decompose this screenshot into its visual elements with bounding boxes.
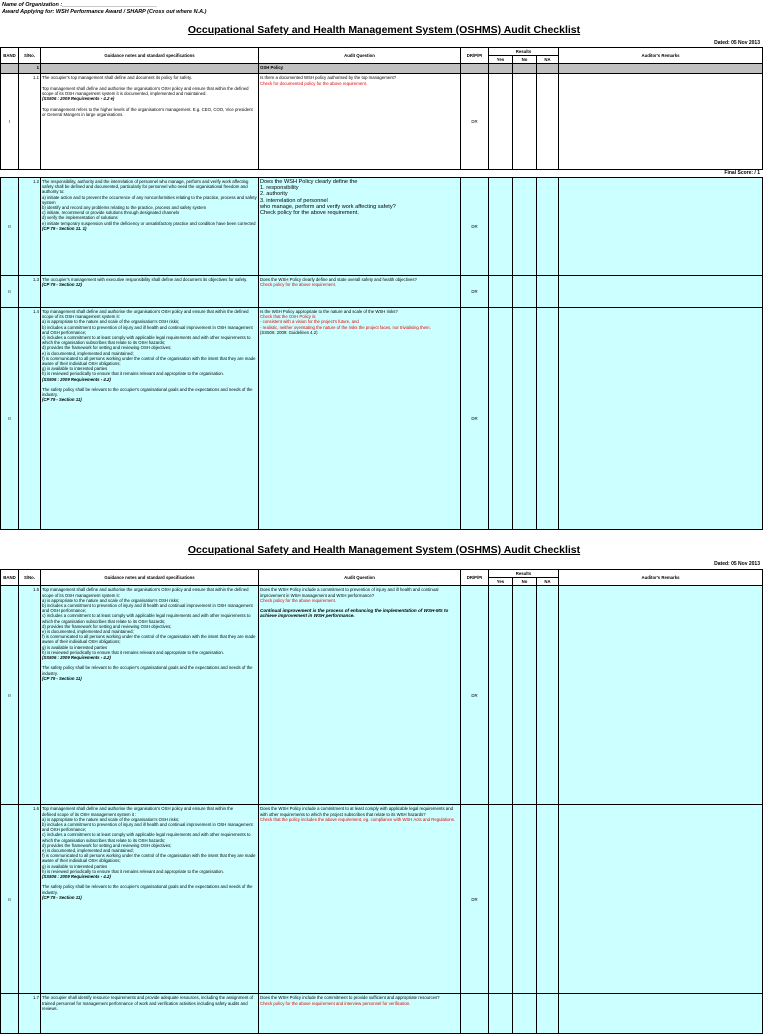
col-yes: Yes	[489, 578, 513, 586]
guidance-cell: Top management shall define and authorise the organisation's OSH policy and ensure that within the defined scope of its OSH management system it: a) is appropriate to the nature and scale of the organisation's OSH risks; b) includes a commitment to prevention of injury and ill health and continual improvement in OSH management and OSH performance; c) includes a commitment to at least comply with applicable legal requirements and with other requirements to which the organisation subscribes that relate to its OSH hazards; d) provides the framework for setting and reviewing OSH objectives; e) is documented, implemented and maintained; f) is communicated to all persons working under the control of the organisation with the intent that they are made aware of their individual OSH obligations; g) is available to interested parties h) is reviewed periodically to ensure that it remains relevant and appropriate to the organisation. (SS506 : 2009 Requirements - 4.2) The safety policy shall be relevant to the occupier's organisational goals and the expectations and needs of the industry. (CP 79 - Section 11)	[41, 308, 259, 530]
col-drp: DR/P/PI	[461, 48, 489, 64]
yes-cell[interactable]	[489, 994, 513, 1034]
no-cell[interactable]	[513, 586, 537, 805]
band-cell	[1, 994, 19, 1034]
col-remarks: Auditor's Remarks	[559, 48, 763, 64]
na-cell[interactable]	[537, 586, 559, 805]
page-title: Occupational Safety and Health Management System (OSHMS) Audit Checklist	[187, 24, 581, 36]
drp-cell: DR	[461, 276, 489, 308]
band-cell: II	[1, 308, 19, 530]
remarks-cell[interactable]	[559, 586, 763, 805]
no-cell[interactable]	[513, 276, 537, 308]
sno-cell: 1.3	[19, 276, 41, 308]
drp-cell: DR	[461, 805, 489, 994]
drp-cell: DR	[461, 74, 489, 170]
na-cell[interactable]	[537, 805, 559, 994]
no-cell[interactable]	[513, 308, 537, 530]
guidance-cell: The occupier's top management shall define and document its policy for safety. Top management shall define and authorise the organisation's OSH policy and ensure that within the defined scope of its OSH management system it is documented, implemented and maintained. (SS506 : 2009 Requirements - 4.2 e) Top management refers to the higher levels of the organisation's management. E.g. CEO, COO, Vice president or General Mangers in large organisations.	[41, 74, 259, 170]
table-row	[1, 805, 763, 994]
drp-cell	[461, 994, 489, 1034]
section-number: 1	[19, 64, 41, 74]
col-yes: Yes	[489, 56, 513, 64]
col-question: Audit Question	[259, 48, 461, 64]
guidance-cell: The responsibility, authority and the interrelation of personnel who manage, perform and verify work affecting safety shall be defined and documented, particularly for personnel who need the organisational freedom and authority to: a) initiate action and to prevent the occurrence of any nonconformities relating to the practice, process and safety system b) identify and record any problems relating to the practice, process and safety system c) initiate, recommend or provide solutions through designated channels d) verify the implementation of solutions e) initiate temporary suspension until the deficiency or unsatisfactory practice and condition have been corrected (CP 79 - Section 11. 1)	[41, 178, 259, 276]
col-na: NA	[537, 578, 559, 586]
na-cell[interactable]	[537, 994, 559, 1034]
checklist-table-page-1-cont	[0, 177, 763, 530]
table-row	[1, 308, 763, 530]
na-cell[interactable]	[537, 178, 559, 276]
question-cell: Is there a documented WSH policy authorised by the top management? Check for documented policy for the above requirement.	[259, 74, 461, 170]
dated-label: Dated: 05 Nov 2013	[714, 40, 760, 46]
band-cell: II	[1, 805, 19, 994]
col-remarks: Auditor's Remarks	[559, 570, 763, 586]
drp-cell: DR	[461, 178, 489, 276]
band-cell: II	[1, 178, 19, 276]
sno-cell: 1.7	[19, 994, 41, 1034]
remarks-cell[interactable]	[559, 805, 763, 994]
final-score-label: Final Score: / 1	[724, 170, 760, 176]
section-name: OSH Policy	[259, 64, 461, 74]
no-cell[interactable]	[513, 74, 537, 170]
guidance-cell: Top management shall define and authorise the organisation's OSH policy and ensure that within the defined scope of its OSH management system it: a) is appropriate to the nature and scale of the organisation's OSH risks; b) includes a commitment to prevention of injury and ill health and continual improvement in OSH management and OSH performance; c) includes a commitment to at least comply with applicable legal requirements and with other requirements to which the organisation subscribes that relate to its OSH hazards; d) provides the framework for setting and reviewing OSH objectives; e) is documented, implemented and maintained; f) is communicated to all persons working under the control of the organisation with the intent that they are made aware of their individual OSH obligations; g) is available to interested parties h) is reviewed periodically to ensure that it remains relevant and appropriate to the organisation. (SS506 : 2009 Requirements - 4.2) The safety policy shall be relevant to the occupier's organisational goals and the expectations and needs of the industry. (CP 79 - Section 11)	[41, 586, 259, 805]
yes-cell[interactable]	[489, 586, 513, 805]
no-cell[interactable]	[513, 178, 537, 276]
col-no: No	[513, 56, 537, 64]
header-row	[1, 48, 763, 56]
col-question: Audit Question	[259, 570, 461, 586]
remarks-cell[interactable]	[559, 178, 763, 276]
yes-cell[interactable]	[489, 805, 513, 994]
yes-cell[interactable]	[489, 276, 513, 308]
organization-name-label: Name of Organization :_______________________________	[2, 2, 158, 8]
na-cell[interactable]	[537, 276, 559, 308]
drp-cell: DR	[461, 586, 489, 805]
guidance-cell: Top management shall define and authorise the organisation's OSH policy and ensure that within the defined scope of its OSH management system it : a) is appropriate to the nature and scale of the organisation's OSH risks; b) includes a commitment to prevention of injury and ill health and continual improvement in OSH management and OSH performance; c) includes a commitment to at least comply with applicable legal requirements and with other requirements to which the organisation subscribes that relate to its OSH hazards; d) provides the framework for setting and reviewing OSH objectives; e) is documented, implemented and maintained; f) is communicated to all persons working under the control of the organisation with the intent that they are made aware of their individual OSH obligations; g) is available to interested parties h) is reviewed periodically to ensure that it remains relevant and appropriate to the organisation. (SS506 : 2009 Requirements - 4.2) The safety policy shall be relevant to the occupier's organisational goals and the expectations and needs of the industry. (CP 79 - Section 11)	[41, 805, 259, 994]
section-row	[1, 64, 763, 74]
band-cell: II	[1, 276, 19, 308]
col-results: Results	[489, 48, 559, 56]
col-guidance: Guidance notes and standard specifications	[41, 48, 259, 64]
remarks-cell[interactable]	[559, 308, 763, 530]
col-band: BAND	[1, 570, 19, 586]
col-no: No	[513, 578, 537, 586]
question-cell: Does the WSH Policy clearly define and state overall safety and health objectives? Check policy for the above requirement.	[259, 276, 461, 308]
band-cell: I	[1, 74, 19, 170]
col-sno: S/No.	[19, 48, 41, 64]
table-row	[1, 178, 763, 276]
question-cell: Does the WSH Policy include the commitment to provide sufficient and appropriate resources? Check policy for the above requirement and interview personnel for verification.	[259, 994, 461, 1034]
page-title-2: Occupational Safety and Health Management System (OSHMS) Audit Checklist	[187, 544, 581, 556]
col-results: Results	[489, 570, 559, 578]
col-drp: DR/P/PI	[461, 570, 489, 586]
award-applying-label: Award Applying for: WSH Performance Award / SHARP (Cross out where N.A.)	[2, 9, 207, 15]
yes-cell[interactable]	[489, 308, 513, 530]
question-cell: Does the WSH Policy clearly define the 1. responsibility 2. authority 3. interrelation of personnel who manage, perform and verify work affecting safety? Check policy for the above requirement.	[259, 178, 461, 276]
na-cell[interactable]	[537, 308, 559, 530]
remarks-cell[interactable]	[559, 74, 763, 170]
sno-cell: 1.5	[19, 586, 41, 805]
drp-cell: DR	[461, 308, 489, 530]
yes-cell[interactable]	[489, 178, 513, 276]
band-cell: II	[1, 586, 19, 805]
sno-cell: 1.2	[19, 178, 41, 276]
table-row	[1, 276, 763, 308]
no-cell[interactable]	[513, 994, 537, 1034]
question-cell: Does the WSH Policy include a commitment to at least comply with applicable legal requirements and with other requirements to which the project subscribes that relate to its WSH hazards? Check that the policy includes the above requirement, eg. compliance with WSH Acts and Regulations.	[259, 805, 461, 994]
remarks-cell[interactable]	[559, 276, 763, 308]
col-guidance: Guidance notes and standard specifications	[41, 570, 259, 586]
col-band: BAND	[1, 48, 19, 64]
yes-cell[interactable]	[489, 74, 513, 170]
col-sno: S/No.	[19, 570, 41, 586]
table-row	[1, 994, 763, 1034]
sno-cell: 1.6	[19, 805, 41, 994]
guidance-cell: The occupier shall identify resource requirements and provide adequate resources, including the assignment of trained personnel for management performance of work and verification activities including safety audits and reviews.	[41, 994, 259, 1034]
table-row	[1, 586, 763, 805]
sno-cell: 1.4	[19, 308, 41, 530]
checklist-table-page-2	[0, 569, 763, 1034]
sno-cell: 1.1	[19, 74, 41, 170]
dated-label-2: Dated: 05 Nov 2013	[714, 561, 760, 567]
na-cell[interactable]	[537, 74, 559, 170]
checklist-table-page-1	[0, 47, 763, 170]
table-row	[1, 74, 763, 170]
guidance-cell: The occupier's management with executive responsibility shall define and document its objectives for safety. (CP 79 - Section 12)	[41, 276, 259, 308]
header-row	[1, 570, 763, 578]
remarks-cell[interactable]	[559, 994, 763, 1034]
no-cell[interactable]	[513, 805, 537, 994]
question-cell: Is the WSH Policy appropriate to the nature and scale of the WSH risks? Check that the OSH Policy is: - consistent with a vision for the project's future, and - realistic, neither overstating the nature of the risks the project faces, nor trivialising them. (SS506: 2009: Guidelines 4.2)	[259, 308, 461, 530]
col-na: NA	[537, 56, 559, 64]
question-cell: Does the WSH Policy include a commitment to prevention of injury and ill health and continual improvement in WSH management and WSH performance? Check policy for the above requirement. Continual improvement is the process of enhancing the implementation of WSH-MS to achieve improvement in WSH performance.	[259, 586, 461, 805]
